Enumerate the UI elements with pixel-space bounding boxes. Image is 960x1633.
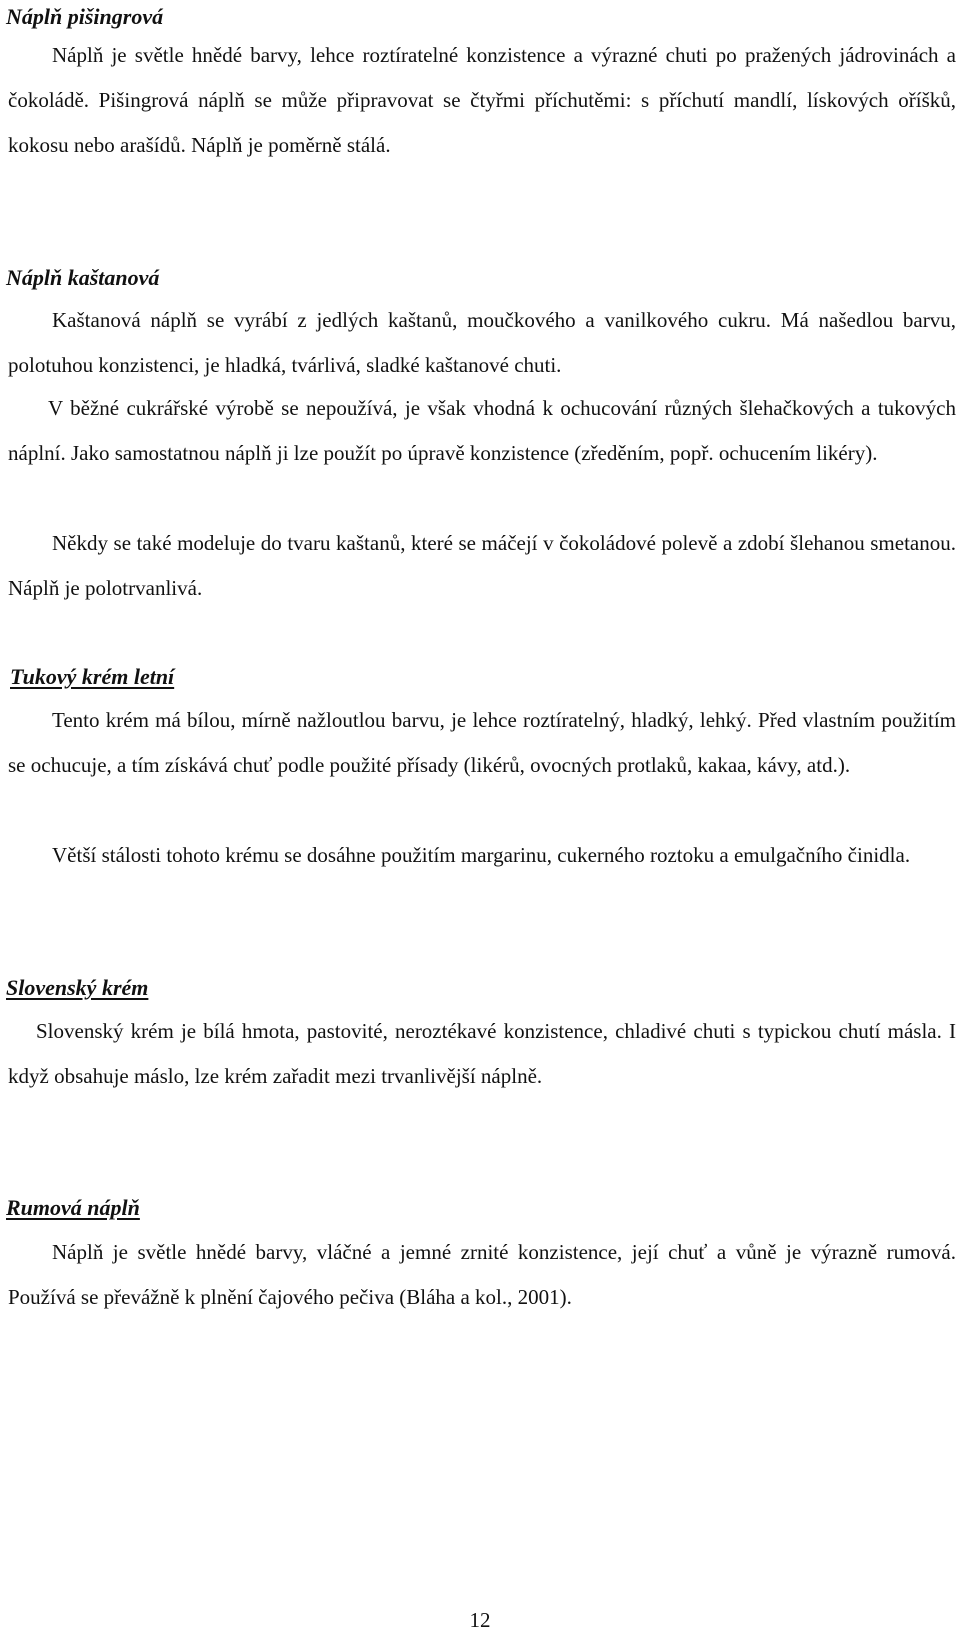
section-heading-tukovy-krem: Tukový krém letní	[10, 664, 175, 689]
page-number: 12	[469, 1608, 491, 1632]
section-heading-pisingrova: Náplň pišingrová	[6, 4, 164, 29]
paragraph-slovensky-krem-1: Slovenský krém je bílá hmota, pastovité, neroztékavé konzistence, chladivé chuti s typickou chutí másla. I když obsahuje máslo, lze krém zařadit mezi trvanlivější náplně.	[8, 1019, 956, 1088]
paragraph-tukovy-krem-1: Tento krém má bílou, mírně nažloutlou barvu, je lehce roztíratelný, hladký, lehký. Před vlastním použitím se ochucuje, a tím získává chuť podle použité přísady (likérů, ovocných protlaků, kakaa, kávy, atd.).	[8, 708, 956, 777]
section-heading-slovensky-krem: Slovenský krém	[6, 975, 149, 1000]
paragraph-kastanova-2: V běžné cukrářské výrobě se nepoužívá, je však vhodná k ochucování různých šlehačkových a tukových náplní. Jako samostatnou náplň ji lze použít po úpravě konzistence (zředěním, popř. ochucením likéry).	[8, 396, 956, 465]
section-heading-kastanova: Náplň kaštanová	[6, 265, 160, 290]
paragraph-rumova-napln-1: Náplň je světle hnědé barvy, vláčné a jemné zrnité konzistence, její chuť a vůně je výrazně rumová. Používá se převážně k plnění čajového pečiva (Bláha a kol., 2001).	[8, 1240, 956, 1309]
paragraph-tukovy-krem-2: Větší stálosti tohoto krému se dosáhne použitím margarinu, cukerného roztoku a emulgačního činidla.	[52, 843, 911, 867]
paragraph-kastanova-1: Kaštanová náplň se vyrábí z jedlých kaštanů, moučkového a vanilkového cukru. Má našedlou barvu, polotuhou konzistenci, je hladká, tvárlivá, sladké kaštanové chuti.	[8, 308, 956, 377]
section-heading-rumova-napln: Rumová náplň	[6, 1195, 140, 1220]
paragraph-pisingrova-1: Náplň je světle hnědé barvy, lehce roztíratelné konzistence a výrazné chuti po pražených jádrovinách a čokoládě. Pišingrová náplň se může připravovat se čtyřmi příchutěmi: s příchutí mandlí, lískových oříšků, kokosu nebo arašídů. Náplň je poměrně stálá.	[8, 43, 956, 157]
paragraph-kastanova-3: Někdy se také modeluje do tvaru kaštanů, které se máčejí v čokoládové polevě a zdobí šlehanou smetanou. Náplň je polotrvanlivá.	[8, 531, 956, 600]
